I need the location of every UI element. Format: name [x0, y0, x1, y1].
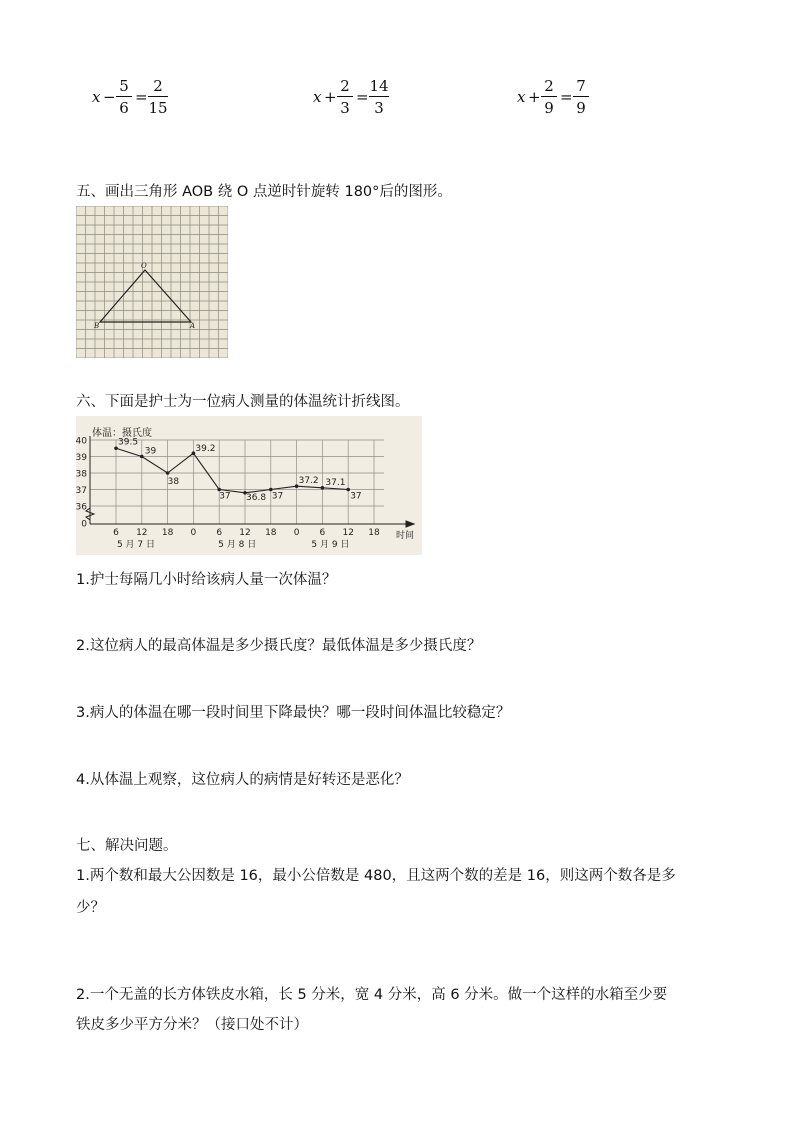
section-5-heading: 五、画出三角形 AOB 绕 O 点逆时针旋转 180°后的图形。: [76, 184, 452, 200]
data-label: 37.2: [298, 476, 319, 487]
fraction-right: [368, 76, 390, 117]
date-labels: [117, 539, 349, 550]
problem-2-line-1: 2.一个无盖的长方体铁皮水箱，长 5 分米，宽 4 分米，高 6 分米。做一个这样的水箱至少要: [76, 987, 668, 1003]
point-label-b: B: [94, 322, 100, 330]
data-labels: [118, 437, 362, 503]
data-label: 37: [271, 491, 284, 502]
data-label: 38: [167, 477, 180, 487]
x-axis-arrow: [406, 521, 414, 527]
data-point: [166, 471, 170, 475]
x-tick-label: 0: [293, 528, 300, 538]
denominator: 9: [544, 99, 554, 117]
data-label: 36.8: [246, 492, 267, 503]
fraction-left: [115, 76, 133, 117]
grid-lines: [76, 206, 228, 358]
problem-1-line-2: 少？: [76, 900, 105, 916]
date-label: 5 月 8 日: [218, 540, 257, 550]
problem-1-line-1: 1.两个数和最大公因数是 16，最小公倍数是 480，且这两个数的差是 16，则这两个数各是多: [76, 868, 676, 884]
numerator: 2: [340, 77, 350, 95]
equation-variable: x: [517, 88, 526, 106]
y-axis-label: 体温：摄氏度: [92, 428, 152, 439]
numerator: 14: [369, 77, 389, 95]
equation-variable: x: [313, 88, 322, 106]
equals-sign: =: [356, 88, 369, 106]
question-1: 1.护士每隔几小时给该病人量一次体温？: [76, 572, 337, 588]
equation-2: [313, 76, 393, 120]
fraction-left: [540, 76, 558, 117]
y-tick-label: 0: [81, 519, 87, 530]
y-tick-label: 40: [76, 436, 87, 447]
equation-operator: −: [103, 88, 116, 106]
numerator: 5: [119, 77, 129, 95]
problem-2-line-2: 铁皮多少平方分米？（接口处不计）: [76, 1017, 308, 1033]
x-tick-label: 12: [342, 528, 354, 538]
fraction-right: [572, 76, 590, 117]
x-tick-label: 6: [113, 528, 119, 538]
y-tick-label: 39: [76, 453, 87, 463]
y-tick-label: 36: [76, 502, 87, 513]
question-3: 3.病人的体温在哪一段时间里下降最快？哪一段时间体温比较稳定？: [76, 705, 511, 721]
section-6-heading: 六、下面是护士为一位病人测量的体温统计折线图。: [76, 394, 410, 410]
x-tick-label: 0: [190, 528, 197, 538]
data-point: [140, 455, 144, 459]
data-label: 39.2: [195, 444, 216, 455]
numerator: 2: [153, 77, 163, 95]
x-tick-label: 12: [136, 528, 148, 538]
data-label: 39.5: [118, 437, 139, 448]
x-tick-label: 18: [161, 528, 174, 538]
data-label: 39: [144, 446, 157, 457]
x-tick-label: 6: [216, 528, 223, 538]
data-point: [321, 486, 325, 490]
rotation-grid-figure: [76, 206, 228, 358]
data-label: 37.1: [325, 477, 346, 488]
x-tick-label: 18: [368, 528, 380, 538]
temperature-line-chart: [76, 416, 422, 555]
equation-variable: x: [92, 88, 101, 106]
equation-operator: +: [528, 88, 541, 106]
x-tick-labels: [113, 528, 380, 538]
fraction-left: [336, 76, 354, 117]
equation-3: [517, 76, 597, 120]
point-label-a: A: [190, 322, 196, 330]
denominator: 6: [119, 99, 129, 117]
section-7-heading: 七、解决问题。: [76, 838, 178, 854]
equation-1: [92, 76, 172, 120]
question-4: 4.从体温上观察，这位病人的病情是好转还是恶化？: [76, 772, 409, 788]
denominator: 9: [576, 99, 586, 117]
denominator: 15: [148, 99, 168, 117]
chart-axes: [90, 436, 414, 527]
y-tick-label: 37: [76, 486, 87, 496]
numerator: 7: [576, 77, 586, 95]
data-label: 37: [219, 491, 231, 502]
y-tick-label: 38: [76, 469, 87, 480]
numerator: 2: [544, 77, 554, 95]
data-label: 37: [350, 491, 362, 502]
fraction-right: [147, 76, 169, 117]
point-label-o: O: [141, 262, 147, 270]
x-axis-label: 时间: [396, 531, 415, 541]
equals-sign: =: [135, 88, 148, 106]
date-label: 5 月 7 日: [116, 540, 156, 550]
date-label: 5 月 9 日: [311, 540, 350, 550]
denominator: 3: [340, 99, 350, 117]
question-2: 2.这位病人的最高体温是多少摄氏度？最低体温是多少摄氏度？: [76, 638, 482, 654]
denominator: 3: [374, 99, 384, 117]
equation-operator: +: [324, 88, 337, 106]
x-tick-label: 12: [239, 528, 251, 538]
x-tick-label: 18: [265, 528, 277, 538]
x-tick-label: 6: [319, 528, 326, 538]
equals-sign: =: [560, 88, 573, 106]
y-tick-labels: [76, 437, 87, 530]
